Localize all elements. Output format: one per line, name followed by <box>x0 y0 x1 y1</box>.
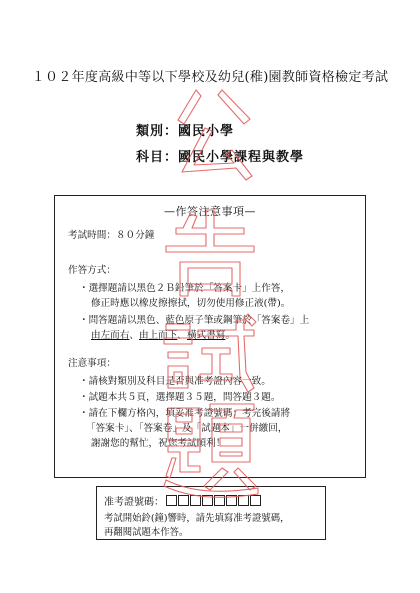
separator: 、 <box>177 330 187 341</box>
note-line-2: ・試題本共５頁，選擇題３５題，問答題３題。 <box>79 392 281 403</box>
candidate-id-cell[interactable] <box>226 495 237 506</box>
direction-horizontal: 橫式書寫 <box>186 330 226 341</box>
note-line-1: ・請核對類別及科目是否與准考證內容一致。 <box>79 376 271 387</box>
candidate-id-box <box>96 486 326 540</box>
candidate-id-cell[interactable] <box>250 495 261 506</box>
candidate-id-row <box>104 493 262 508</box>
separator: 、 <box>129 330 139 341</box>
candidate-id-note-2: 再翻閱試題本作答。 <box>104 527 189 538</box>
method-line-1a: ・選擇題請以黑色２Ｂ鉛筆於「答案卡」上作答， <box>79 283 291 294</box>
exam-title: １０２年度高級中等以下學校及幼兒(稚)園教師資格檢定考試 <box>31 70 389 85</box>
notes-heading: 注意事項： <box>68 358 116 369</box>
note-line-3a: ・請在下欄方格內，填妥准考證號碼；考完後請將 <box>79 408 291 419</box>
period: 。 <box>225 330 235 341</box>
note-line-3b: 「答案卡」、「答案卷」及「試題本」一併繳回， <box>86 423 288 434</box>
candidate-id-cell[interactable] <box>238 495 249 506</box>
exam-category: 類別：國民小學 <box>136 124 235 139</box>
instructions-box <box>54 195 366 478</box>
exam-subject: 科目：國民小學課程與教學 <box>136 150 305 165</box>
candidate-id-label: 准考證號碼： <box>104 497 164 508</box>
candidate-id-cells[interactable] <box>166 495 262 506</box>
note-line-3c: 謝謝您的幫忙，祝您考試順利！ <box>91 438 226 449</box>
candidate-id-cell[interactable] <box>166 495 177 506</box>
direction-ltr: 由左而右 <box>91 330 130 341</box>
candidate-id-cell[interactable] <box>178 495 189 506</box>
method-line-2b <box>91 331 235 341</box>
direction-ttb: 由上而下 <box>138 330 178 341</box>
method-line-2a: ・問答題請以黑色、藍色原子筆或鋼筆於「答案卷」上 <box>79 315 310 326</box>
candidate-id-cell[interactable] <box>214 495 225 506</box>
exam-time: 考試時間：８０分鐘 <box>68 230 155 241</box>
candidate-id-note-1: 考試開始鈴(鐘)響時，請先填寫准考證號碼， <box>104 513 290 524</box>
method-heading: 作答方式： <box>68 265 116 276</box>
method-line-1b: 修正時應以橡皮擦擦拭，切勿使用修正液(帶)。 <box>91 298 291 309</box>
candidate-id-cell[interactable] <box>190 495 201 506</box>
instructions-heading: —作答注意事項— <box>164 205 256 218</box>
candidate-id-cell[interactable] <box>202 495 213 506</box>
